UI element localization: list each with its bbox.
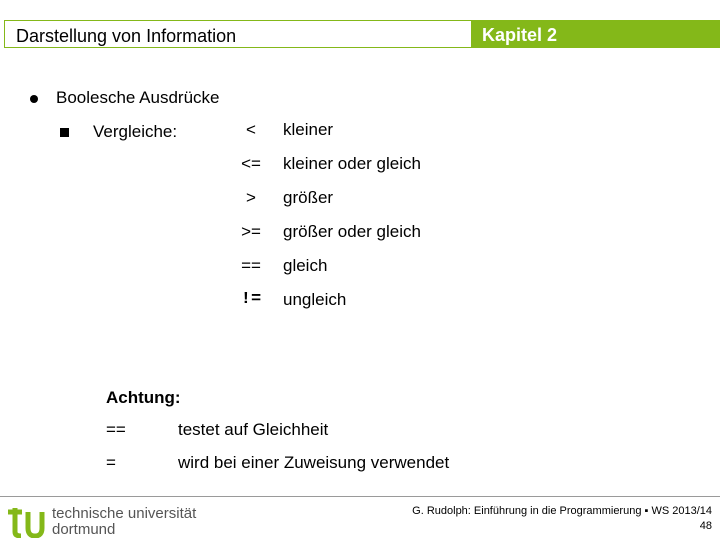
slide-title: Darstellung von Information <box>16 26 237 46</box>
bullet-comparisons <box>60 122 177 142</box>
citation-text: G. Rudolph: Einführung in die Programmierung ▪ WS 2013/14 <box>412 505 712 517</box>
university-line1: technische universität <box>52 505 197 522</box>
operator-symbol: < <box>246 120 256 139</box>
chapter-label: Kapitel 2 <box>482 25 558 45</box>
note-symbol: = <box>106 453 116 472</box>
operator-row <box>228 188 528 212</box>
chapter-badge <box>472 20 720 48</box>
operator-row <box>228 256 528 280</box>
slide-header <box>0 20 720 48</box>
operator-row <box>228 154 528 178</box>
operator-symbol: != <box>240 290 262 309</box>
operator-row <box>228 120 528 144</box>
operator-description: größer oder gleich <box>283 222 421 241</box>
bullet-dot-icon <box>30 95 38 103</box>
warning-label: Achtung: <box>106 388 181 407</box>
university-name <box>52 506 196 538</box>
bullet-square-icon <box>60 128 69 137</box>
note-description: wird bei einer Zuweisung verwendet <box>178 453 450 472</box>
operator-description: gleich <box>283 256 328 275</box>
operator-description: kleiner <box>283 120 334 139</box>
bullet2-text: Vergleiche: <box>93 122 178 141</box>
operator-symbol: >= <box>241 222 261 241</box>
operator-symbol: <= <box>241 154 261 173</box>
footer-divider <box>0 496 720 497</box>
operator-description: ungleich <box>283 290 347 309</box>
operator-row <box>228 290 528 314</box>
footer-citation <box>412 504 712 534</box>
operator-symbol: == <box>241 256 261 275</box>
operator-description: größer <box>283 188 334 207</box>
university-line2: dortmund <box>52 521 116 538</box>
bullet1-text: Boolesche Ausdrücke <box>56 88 220 107</box>
header-title-box <box>4 20 472 48</box>
bullet-boolean-expressions <box>30 88 220 108</box>
operator-row <box>228 222 528 246</box>
note-description: testet auf Gleichheit <box>178 420 329 439</box>
page-number: 48 <box>699 520 712 532</box>
operator-symbol: > <box>246 188 256 207</box>
operator-description: kleiner oder gleich <box>283 154 421 173</box>
note-symbol: == <box>106 420 126 439</box>
